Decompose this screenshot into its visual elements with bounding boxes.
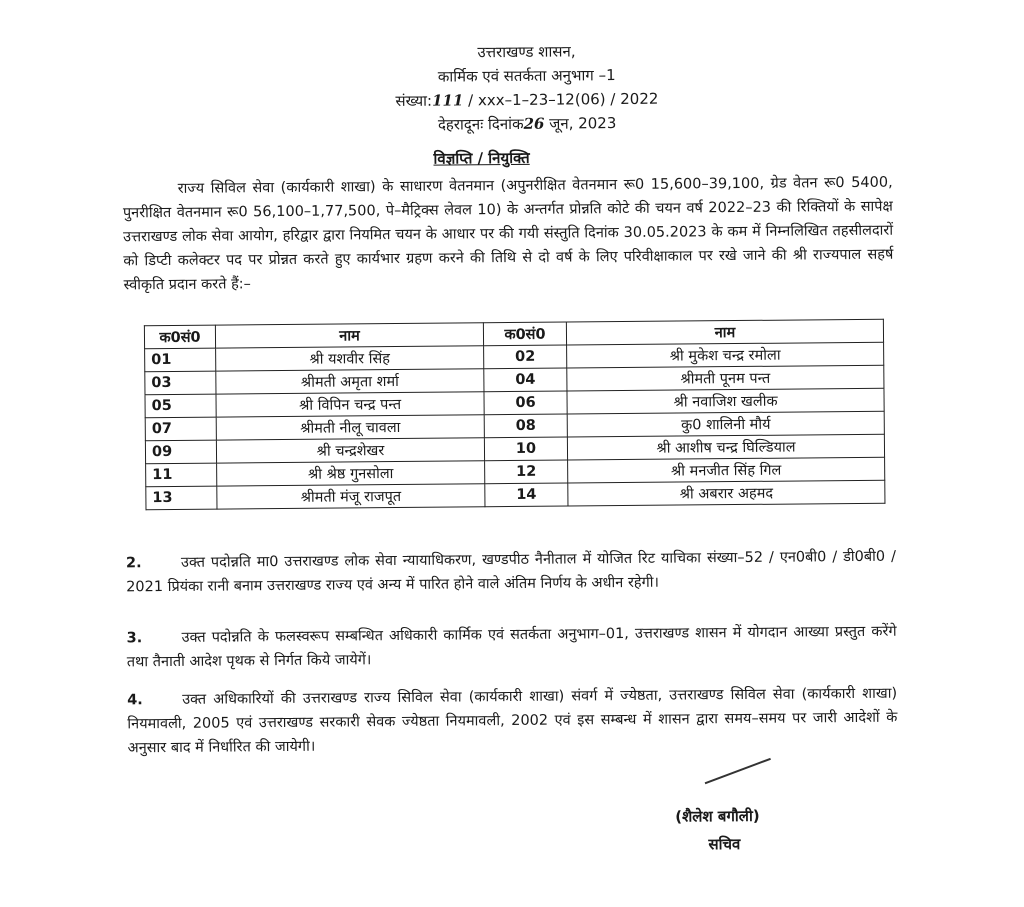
handwritten-date: 26 <box>523 114 545 133</box>
name-cell: श्रीमती मंजू राजपूत <box>217 484 485 509</box>
name-cell: श्री मुकेश चन्द्र रमोला <box>567 342 884 368</box>
name-cell: श्री मनजीत सिंह गिल <box>568 457 885 483</box>
serial-cell: 11 <box>146 463 217 487</box>
serial-cell: 10 <box>484 437 567 461</box>
paragraph-2 <box>126 545 896 600</box>
name-cell: श्रीमती पूनम पन्त <box>567 365 884 391</box>
signatory-designation: सचिव <box>708 835 741 854</box>
paragraph-text: उक्त पदोन्नति के फलस्वरूप सम्बन्धित अधिकारी कार्मिक एवं सतर्कता अनुभाग–01, उत्तराखण्ड शासन में योगदान आख्या प्रस्तुत करेंगे तथा तैनाती आदेश पृथक से निर्गत किये जायेगें। <box>126 623 897 671</box>
signatory-name: (शैलेश बगौली) <box>675 806 760 826</box>
name-cell: कु0 शालिनी मौर्य <box>567 411 884 437</box>
notice-title: विज्ञप्ति / नियुक्ति <box>433 148 530 168</box>
name-cell: श्री नवाजिश खलीक <box>567 388 884 414</box>
name-cell: श्री यशवीर सिंह <box>216 346 484 371</box>
serial-cell: 13 <box>146 486 217 510</box>
col-header-name: नाम <box>215 323 483 348</box>
paragraph-text: उक्त अधिकारियों की उत्तराखण्ड राज्य सिविल सेवा (कार्यकारी शाखा) संवर्ग में ज्येष्ठता, उत्तराखण्ड सिविल सेवा (कार्यकारी शाखा) नियमावली, 2005 एवं उत्तराखण्ड सरकारी सेवक ज्येष्ठता नियमावली, 2002 एवं इस सम्बन्ध में शासन द्वारा समय–समय पर जारी आदेशों के अनुसार बाद में निर्धारित की जायेगी। <box>127 685 898 757</box>
serial-cell: 12 <box>485 460 568 484</box>
name-cell: श्री अबरार अहमद <box>568 480 885 506</box>
department-name: कार्मिक एवं सतर्कता अनुभाग –1 <box>437 66 616 86</box>
paragraph-3 <box>127 620 897 675</box>
serial-cell: 07 <box>145 417 216 441</box>
name-cell: श्री श्रेष्ठ गुनसोला <box>217 461 485 486</box>
serial-cell: 09 <box>145 440 216 464</box>
officers-table <box>144 319 886 510</box>
col-header-serial: क0सं0 <box>483 322 566 346</box>
handwritten-number: 111 <box>431 91 464 110</box>
name-cell: श्री विपिन चन्द्र पन्त <box>216 392 484 417</box>
intro-paragraph: राज्य सिविल सेवा (कार्यकारी शाखा) के साधारण वेतनमान (अपुनरीक्षित वेतनमान रू0 15,600–39,100, ग्रेड वेतन रू0 5400, पुनरीक्षित वेतनमान रू0 56,100–1,77,500, पे–मैट्रिक्स लेवल 10) के अन्तर्गत प्रोन्नति कोटे की चयन वर्ष 2022–23 की रिक्तियों के सापेक्ष उत्तराखण्ड लोक सेवा आयोग, हरिद्वार द्वारा नियमित चयन के आधार पर की गयी संस्तुति दिनांक 30.05.2023 के कम में निम्नलिखित तहसीलदारों को डिप्टी कलेक्टर पद पर प्रोन्नत करते हुए कार्यभार ग्रहण करने की तिथि से दो वर्ष के लिए परिवीक्षाकाल पर रखे जाने की श्री राज्यपाल सहर्ष स्वीकृति प्रदान करते हैं:– <box>122 174 894 294</box>
signature-stroke <box>705 758 771 784</box>
col-header-name: नाम <box>566 319 883 345</box>
serial-cell: 03 <box>145 371 216 395</box>
name-cell: श्री आशीष चन्द्र घिल्डियाल <box>567 434 884 460</box>
letter-number: संख्या:111 / xxx–1–23–12(06) / 2022 <box>395 89 659 111</box>
col-header-serial: क0सं0 <box>144 325 215 349</box>
serial-cell: 02 <box>484 345 567 369</box>
name-cell: श्रीमती नीलू चावला <box>216 415 484 440</box>
serial-cell: 01 <box>145 348 216 372</box>
name-cell: श्री चन्द्रशेखर <box>216 438 484 463</box>
govt-name: उत्तराखण्ड शासन, <box>477 42 576 62</box>
serial-cell: 05 <box>145 394 216 418</box>
serial-cell: 14 <box>485 483 568 507</box>
serial-cell: 04 <box>484 368 567 392</box>
letter-header <box>366 38 687 137</box>
serial-cell: 08 <box>484 414 567 438</box>
paragraph-number: 4. <box>127 692 143 709</box>
serial-cell: 06 <box>484 391 567 415</box>
paragraph-number: 3. <box>126 630 143 647</box>
paragraph-text: उक्त पदोन्नति मा0 उत्तराखण्ड लोक सेवा न्यायाधिकरण, खण्डपीठ नैनीताल में योजित रिट याचिका संख्या–52 / एन0बी0 / डी0बी0 / 2021 प्रियंका रानी बनाम उत्तराखण्ड राज्य एवं अन्य में पारित होने वाले अंतिम निर्णय के अधीन रहेगी। <box>126 548 897 596</box>
letter-date: देहरादूनः दिनांक26 जून, 2023 <box>437 114 617 134</box>
paragraph-4 <box>127 682 898 761</box>
name-cell: श्रीमती अमृता शर्मा <box>216 369 484 394</box>
paragraph-number: 2. <box>125 555 142 572</box>
